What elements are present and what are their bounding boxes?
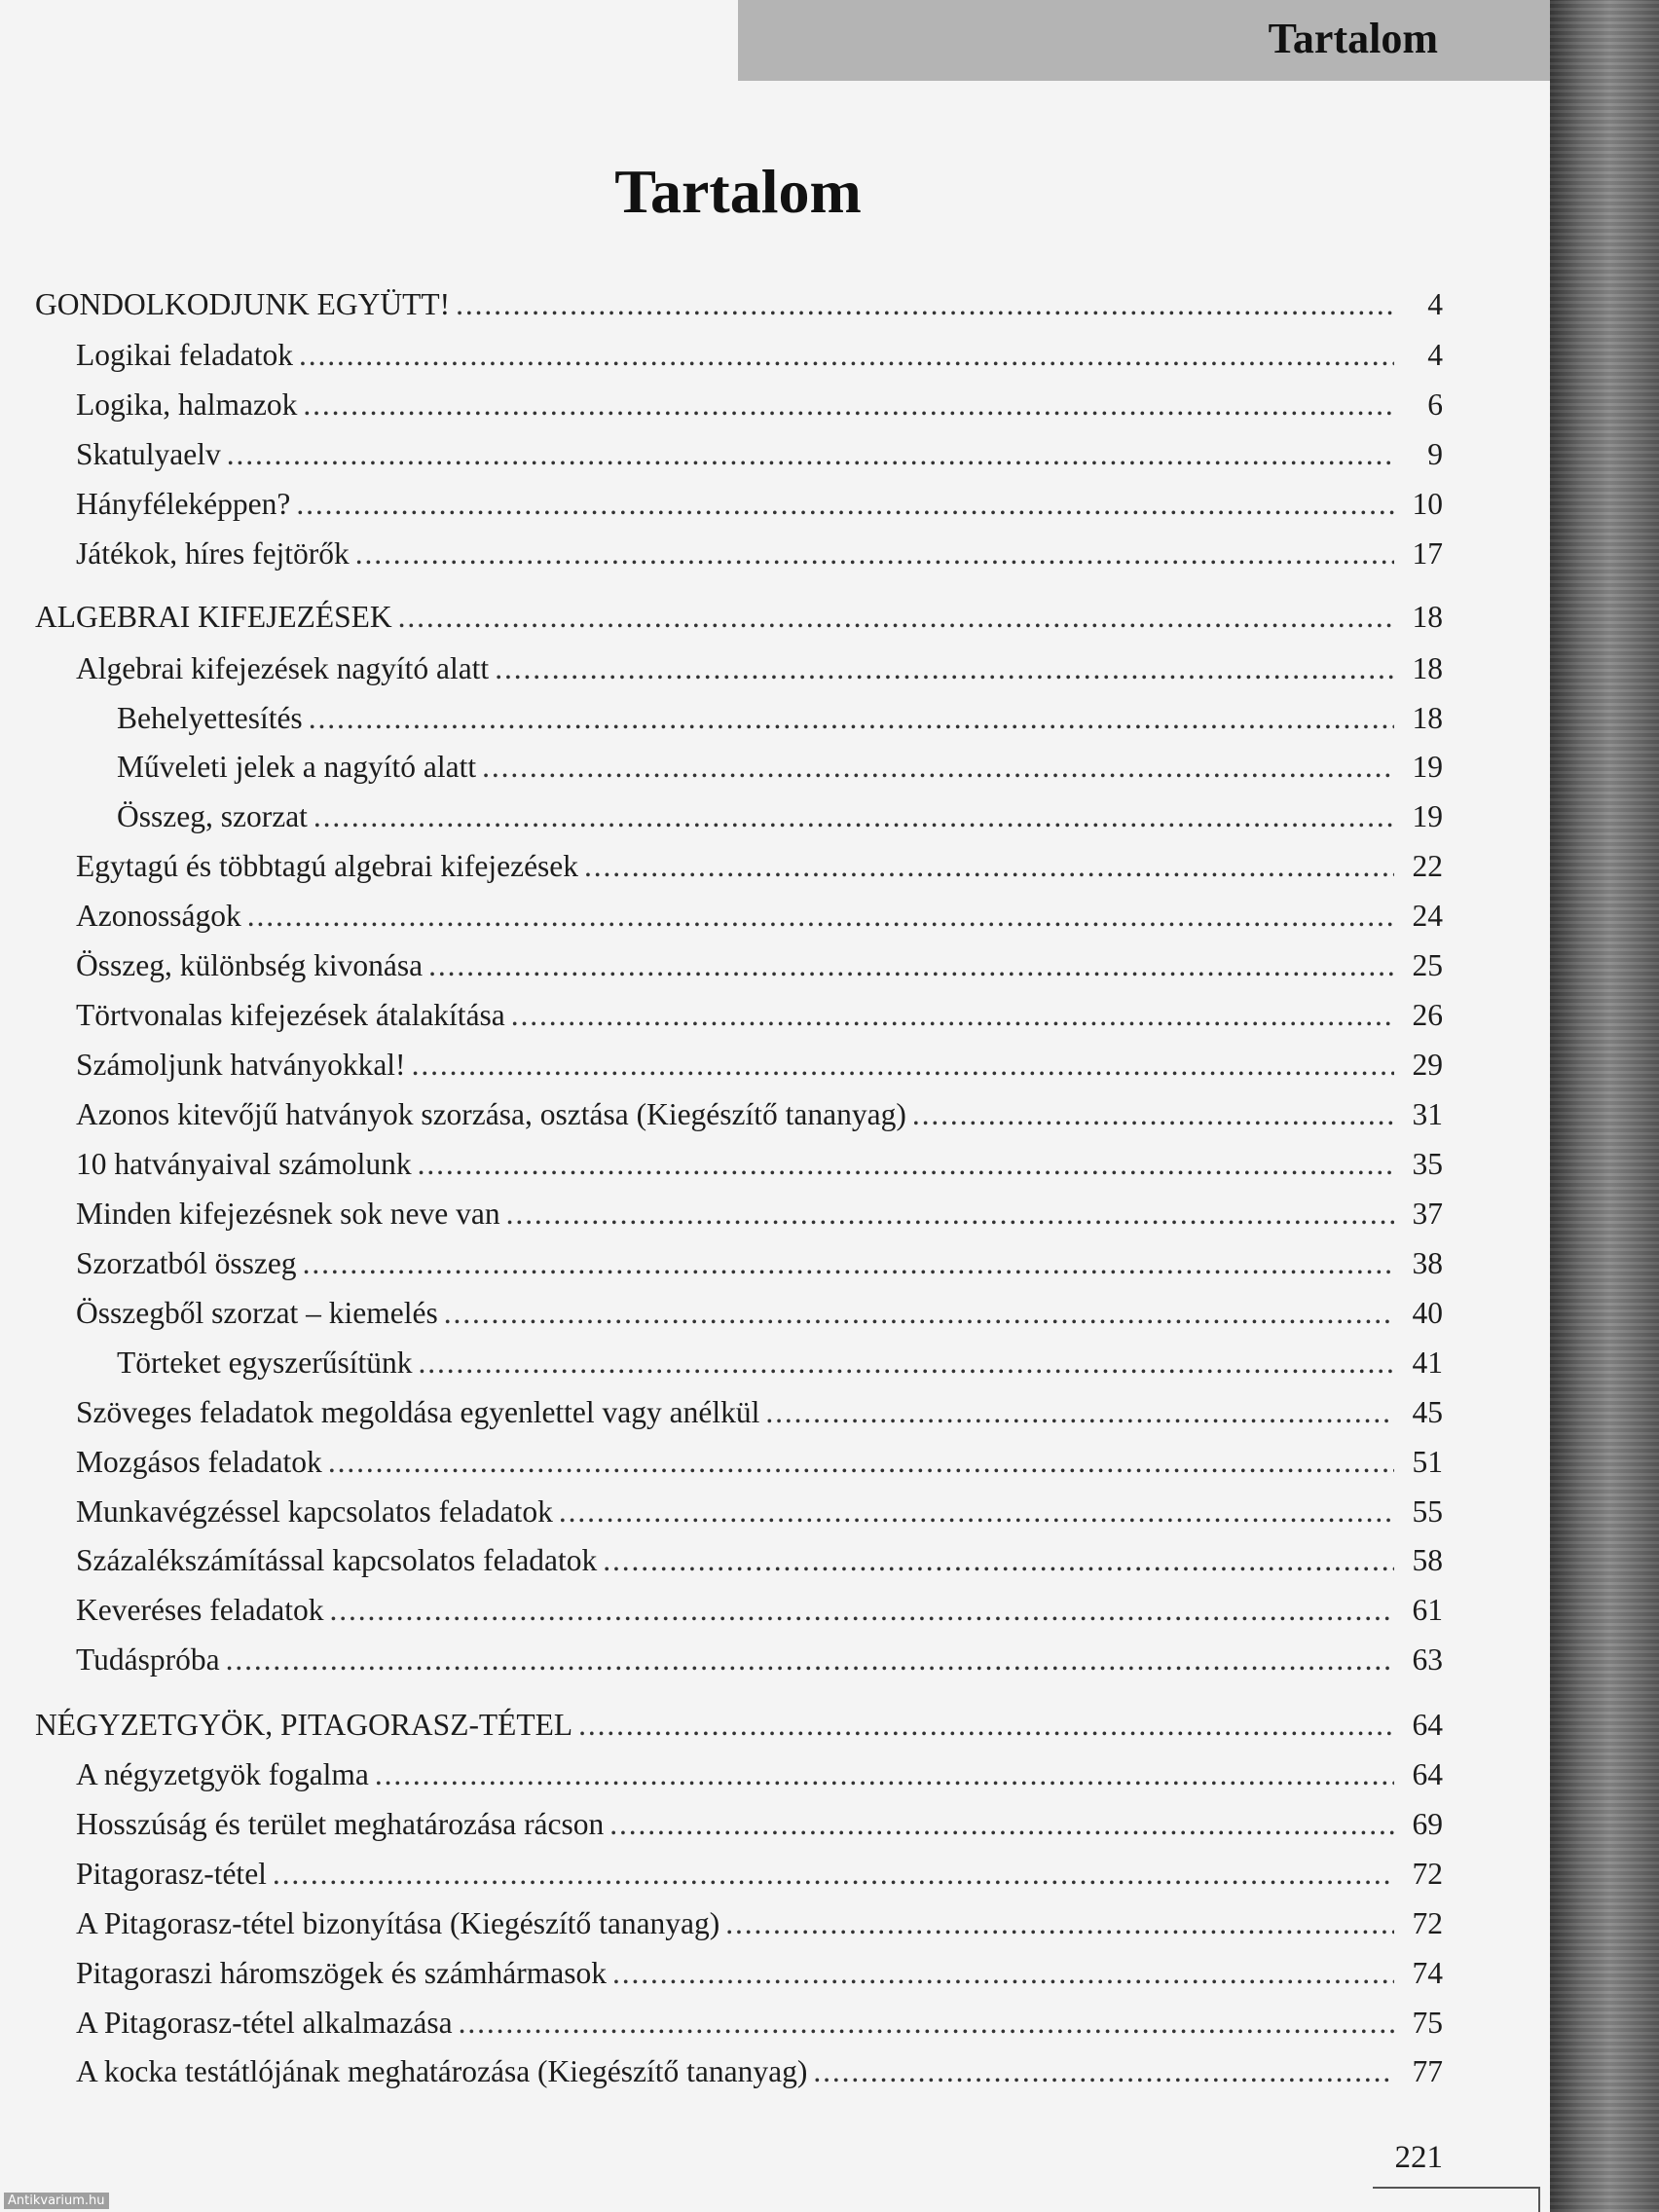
dot-leader [578, 1708, 1394, 1743]
toc-entry[interactable] [76, 849, 1443, 896]
toc-entry-page: 40 [1412, 1295, 1443, 1330]
toc-entry[interactable] [76, 1395, 1443, 1442]
dot-leader [912, 1097, 1394, 1132]
toc-entry-page: 69 [1412, 1806, 1443, 1841]
toc-entry[interactable] [76, 1593, 1443, 1640]
toc-entry-label: Összeg, különbség kivonása [76, 948, 424, 983]
toc-entry-label: Azonos kitevőjű hatványok szorzása, osztása (Kiegészítő tananyag) [76, 1097, 906, 1132]
toc-entry-label: Logika, halmazok [76, 387, 298, 423]
toc-entry-label: Algebrai kifejezések nagyító alatt [76, 650, 490, 685]
toc-entry-page: 19 [1412, 799, 1443, 834]
toc-entry-page: 61 [1412, 1593, 1443, 1628]
dot-leader [375, 1757, 1394, 1792]
dot-leader [313, 799, 1394, 834]
dot-leader [609, 1807, 1394, 1842]
dot-leader [355, 536, 1394, 571]
toc-entry[interactable] [76, 1906, 1443, 1953]
dot-leader [456, 287, 1394, 322]
toc-entry[interactable] [76, 1445, 1443, 1492]
toc-entry-page: 19 [1412, 750, 1443, 785]
toc-entry[interactable] [76, 2054, 1443, 2101]
toc-entry[interactable] [76, 1246, 1443, 1293]
toc-entry-page: 17 [1412, 536, 1443, 571]
corner-rule-vertical [1538, 2187, 1540, 2212]
toc-entry-label: Pitagorasz-tétel [76, 1856, 267, 1891]
toc-entry[interactable] [117, 750, 1443, 796]
toc-entry[interactable] [76, 1197, 1443, 1243]
dot-leader [309, 701, 1394, 736]
toc-entry-label: A négyzetgyök fogalma [76, 1756, 369, 1791]
toc-entry[interactable] [76, 1494, 1443, 1541]
toc-entry-page: 18 [1412, 600, 1443, 635]
toc-entry-label: NÉGYZETGYÖK, PITAGORASZ-TÉTEL [35, 1707, 573, 1742]
toc-entry-page: 37 [1412, 1196, 1443, 1231]
toc-entry-label: Hányféleképpen? [76, 487, 291, 522]
toc-entry-page: 51 [1412, 1444, 1443, 1479]
page-title: Tartalom [614, 157, 862, 226]
toc-entry[interactable] [76, 1543, 1443, 1590]
header-band [738, 0, 1550, 81]
toc-entry-page: 18 [1412, 700, 1443, 735]
dot-leader [511, 998, 1394, 1033]
dot-leader [603, 1543, 1394, 1578]
dot-leader [299, 338, 1394, 373]
dot-leader [813, 2054, 1394, 2089]
toc-section[interactable] [35, 600, 1443, 646]
dot-leader [418, 1147, 1394, 1182]
toc-entry-label: Logikai feladatok [76, 338, 294, 373]
toc-entry-label: Azonosságok [76, 899, 241, 934]
dot-leader [226, 1642, 1394, 1677]
toc-entry-label: A kocka testátlójának meghatározása (Kiegészítő tananyag) [76, 2054, 808, 2089]
toc-entry-page: 4 [1427, 287, 1443, 321]
toc-entry-label: A Pitagorasz-tétel alkalmazása [76, 2005, 453, 2040]
dot-leader [247, 899, 1394, 934]
dot-leader [227, 437, 1394, 472]
toc-entry[interactable] [76, 1757, 1443, 1804]
toc-entry-label: Szöveges feladatok megoldása egyenlettel vagy anélkül [76, 1394, 760, 1429]
toc-entry-label: Munkavégzéssel kapcsolatos feladatok [76, 1493, 553, 1529]
dot-leader [612, 1956, 1394, 1991]
toc-entry-label: Tudáspróba [76, 1642, 220, 1677]
toc-entry-label: Pitagoraszi háromszögek és számhármasok [76, 1955, 607, 1990]
toc-entry-page: 25 [1412, 948, 1443, 983]
toc-entry[interactable] [76, 1296, 1443, 1343]
toc-entry-page: 77 [1412, 2054, 1443, 2089]
dot-leader [419, 1346, 1394, 1381]
toc-entry-label: Behelyettesítés [117, 700, 303, 735]
dot-leader [296, 487, 1394, 522]
toc-entry[interactable] [76, 948, 1443, 995]
toc-entry-label: Számoljunk hatványokkal! [76, 1048, 406, 1083]
toc-entry[interactable] [76, 651, 1443, 698]
toc-entry[interactable] [76, 1857, 1443, 1903]
toc-entry[interactable] [76, 487, 1443, 534]
toc-entry-page: 41 [1412, 1345, 1443, 1380]
toc-entry[interactable] [76, 998, 1443, 1045]
toc-entry-page: 10 [1412, 487, 1443, 522]
toc-entry[interactable] [117, 1346, 1443, 1392]
toc-entry-label: Összegből szorzat – kiemelés [76, 1295, 438, 1330]
scan-edge [1550, 0, 1659, 2212]
toc-entry-page: 75 [1412, 2005, 1443, 2040]
dot-leader [328, 1445, 1394, 1480]
toc-entry-page: 18 [1412, 650, 1443, 685]
toc-entry[interactable] [76, 1097, 1443, 1144]
toc-entry-label: Törtvonalas kifejezések átalakítása [76, 998, 505, 1033]
toc-entry-label: Játékok, híres fejtörők [76, 536, 350, 571]
toc-entry-page: 55 [1412, 1493, 1443, 1529]
toc-entry-page: 31 [1412, 1097, 1443, 1132]
toc-entry-label: Keveréses feladatok [76, 1593, 324, 1628]
dot-leader [398, 600, 1394, 635]
toc-entry-label: Törteket egyszerűsítünk [117, 1345, 413, 1380]
toc-entry-page: 35 [1412, 1146, 1443, 1181]
dot-leader [725, 1906, 1394, 1941]
toc-entry-page: 26 [1412, 998, 1443, 1033]
toc-entry-label: A Pitagorasz-tétel bizonyítása (Kiegészítő tananyag) [76, 1905, 720, 1940]
toc-entry-label: 10 hatványaival számolunk [76, 1146, 412, 1181]
toc-entry-label: Minden kifejezésnek sok neve van [76, 1196, 500, 1231]
toc-entry-page: 58 [1412, 1543, 1443, 1578]
toc-entry[interactable] [76, 2006, 1443, 2052]
dot-leader [559, 1494, 1394, 1530]
toc-entry[interactable] [76, 437, 1443, 484]
toc-entry-page: 64 [1412, 1707, 1443, 1742]
toc-entry[interactable] [76, 1048, 1443, 1094]
dot-leader [412, 1048, 1394, 1083]
toc-entry-label: Hosszúság és terület meghatározása rácson [76, 1806, 605, 1841]
toc-entry-page: 24 [1412, 899, 1443, 934]
watermark: Antikvarium.hu [4, 2193, 109, 2209]
toc-entry[interactable] [76, 1807, 1443, 1854]
toc-entry-label: Mozgásos feladatok [76, 1444, 322, 1479]
toc-entry-page: 4 [1427, 338, 1443, 373]
toc-entry-page: 45 [1412, 1394, 1443, 1429]
toc-entry[interactable] [117, 799, 1443, 846]
dot-leader [459, 2006, 1394, 2041]
dot-leader [584, 849, 1394, 884]
dot-leader [495, 651, 1394, 686]
toc-entry-page: 9 [1427, 437, 1443, 472]
toc-entry-page: 38 [1412, 1245, 1443, 1280]
corner-rule [1373, 2187, 1538, 2189]
toc-entry-label: Műveleti jelek a nagyító alatt [117, 750, 477, 785]
toc-entry[interactable] [76, 1642, 1443, 1689]
toc-entry[interactable] [76, 387, 1443, 434]
toc-entry-label: GONDOLKODJUNK EGYÜTT! [35, 287, 451, 321]
dot-leader [303, 1246, 1394, 1281]
toc-entry[interactable] [76, 899, 1443, 945]
dot-leader [273, 1857, 1394, 1892]
toc-entry-page: 29 [1412, 1048, 1443, 1083]
toc-entry-label: ALGEBRAI KIFEJEZÉSEK [35, 600, 392, 635]
toc-entry-page: 64 [1412, 1756, 1443, 1791]
toc-entry-label: Egytagú és többtagú algebrai kifejezések [76, 849, 579, 884]
toc-entry-label: Összeg, szorzat [117, 799, 308, 834]
dot-leader [506, 1197, 1394, 1232]
running-header-title: Tartalom [1268, 15, 1438, 62]
toc-section[interactable] [35, 1708, 1443, 1754]
page-number: 221 [1394, 2140, 1443, 2175]
toc-entry-page: 72 [1412, 1905, 1443, 1940]
dot-leader [444, 1296, 1394, 1331]
dot-leader [428, 948, 1394, 983]
toc-entry-label: Százalékszámítással kapcsolatos feladatok [76, 1543, 598, 1578]
toc-entry-label: Skatulyaelv [76, 437, 221, 472]
toc-entry[interactable] [76, 536, 1443, 583]
toc-entry-page: 74 [1412, 1955, 1443, 1990]
toc-entry[interactable] [76, 1147, 1443, 1194]
dot-leader [482, 750, 1394, 785]
toc-entry-page: 72 [1412, 1856, 1443, 1891]
toc-entry-label: Szorzatból összeg [76, 1245, 297, 1280]
dot-leader [765, 1395, 1394, 1430]
toc-section[interactable] [35, 287, 1443, 334]
dot-leader [303, 387, 1394, 423]
toc-entry-page: 63 [1412, 1642, 1443, 1677]
toc-entry[interactable] [76, 1956, 1443, 2003]
toc-entry[interactable] [117, 701, 1443, 748]
toc-entry-page: 6 [1427, 387, 1443, 423]
dot-leader [330, 1593, 1395, 1628]
toc-entry-page: 22 [1412, 849, 1443, 884]
toc-entry[interactable] [76, 338, 1443, 385]
